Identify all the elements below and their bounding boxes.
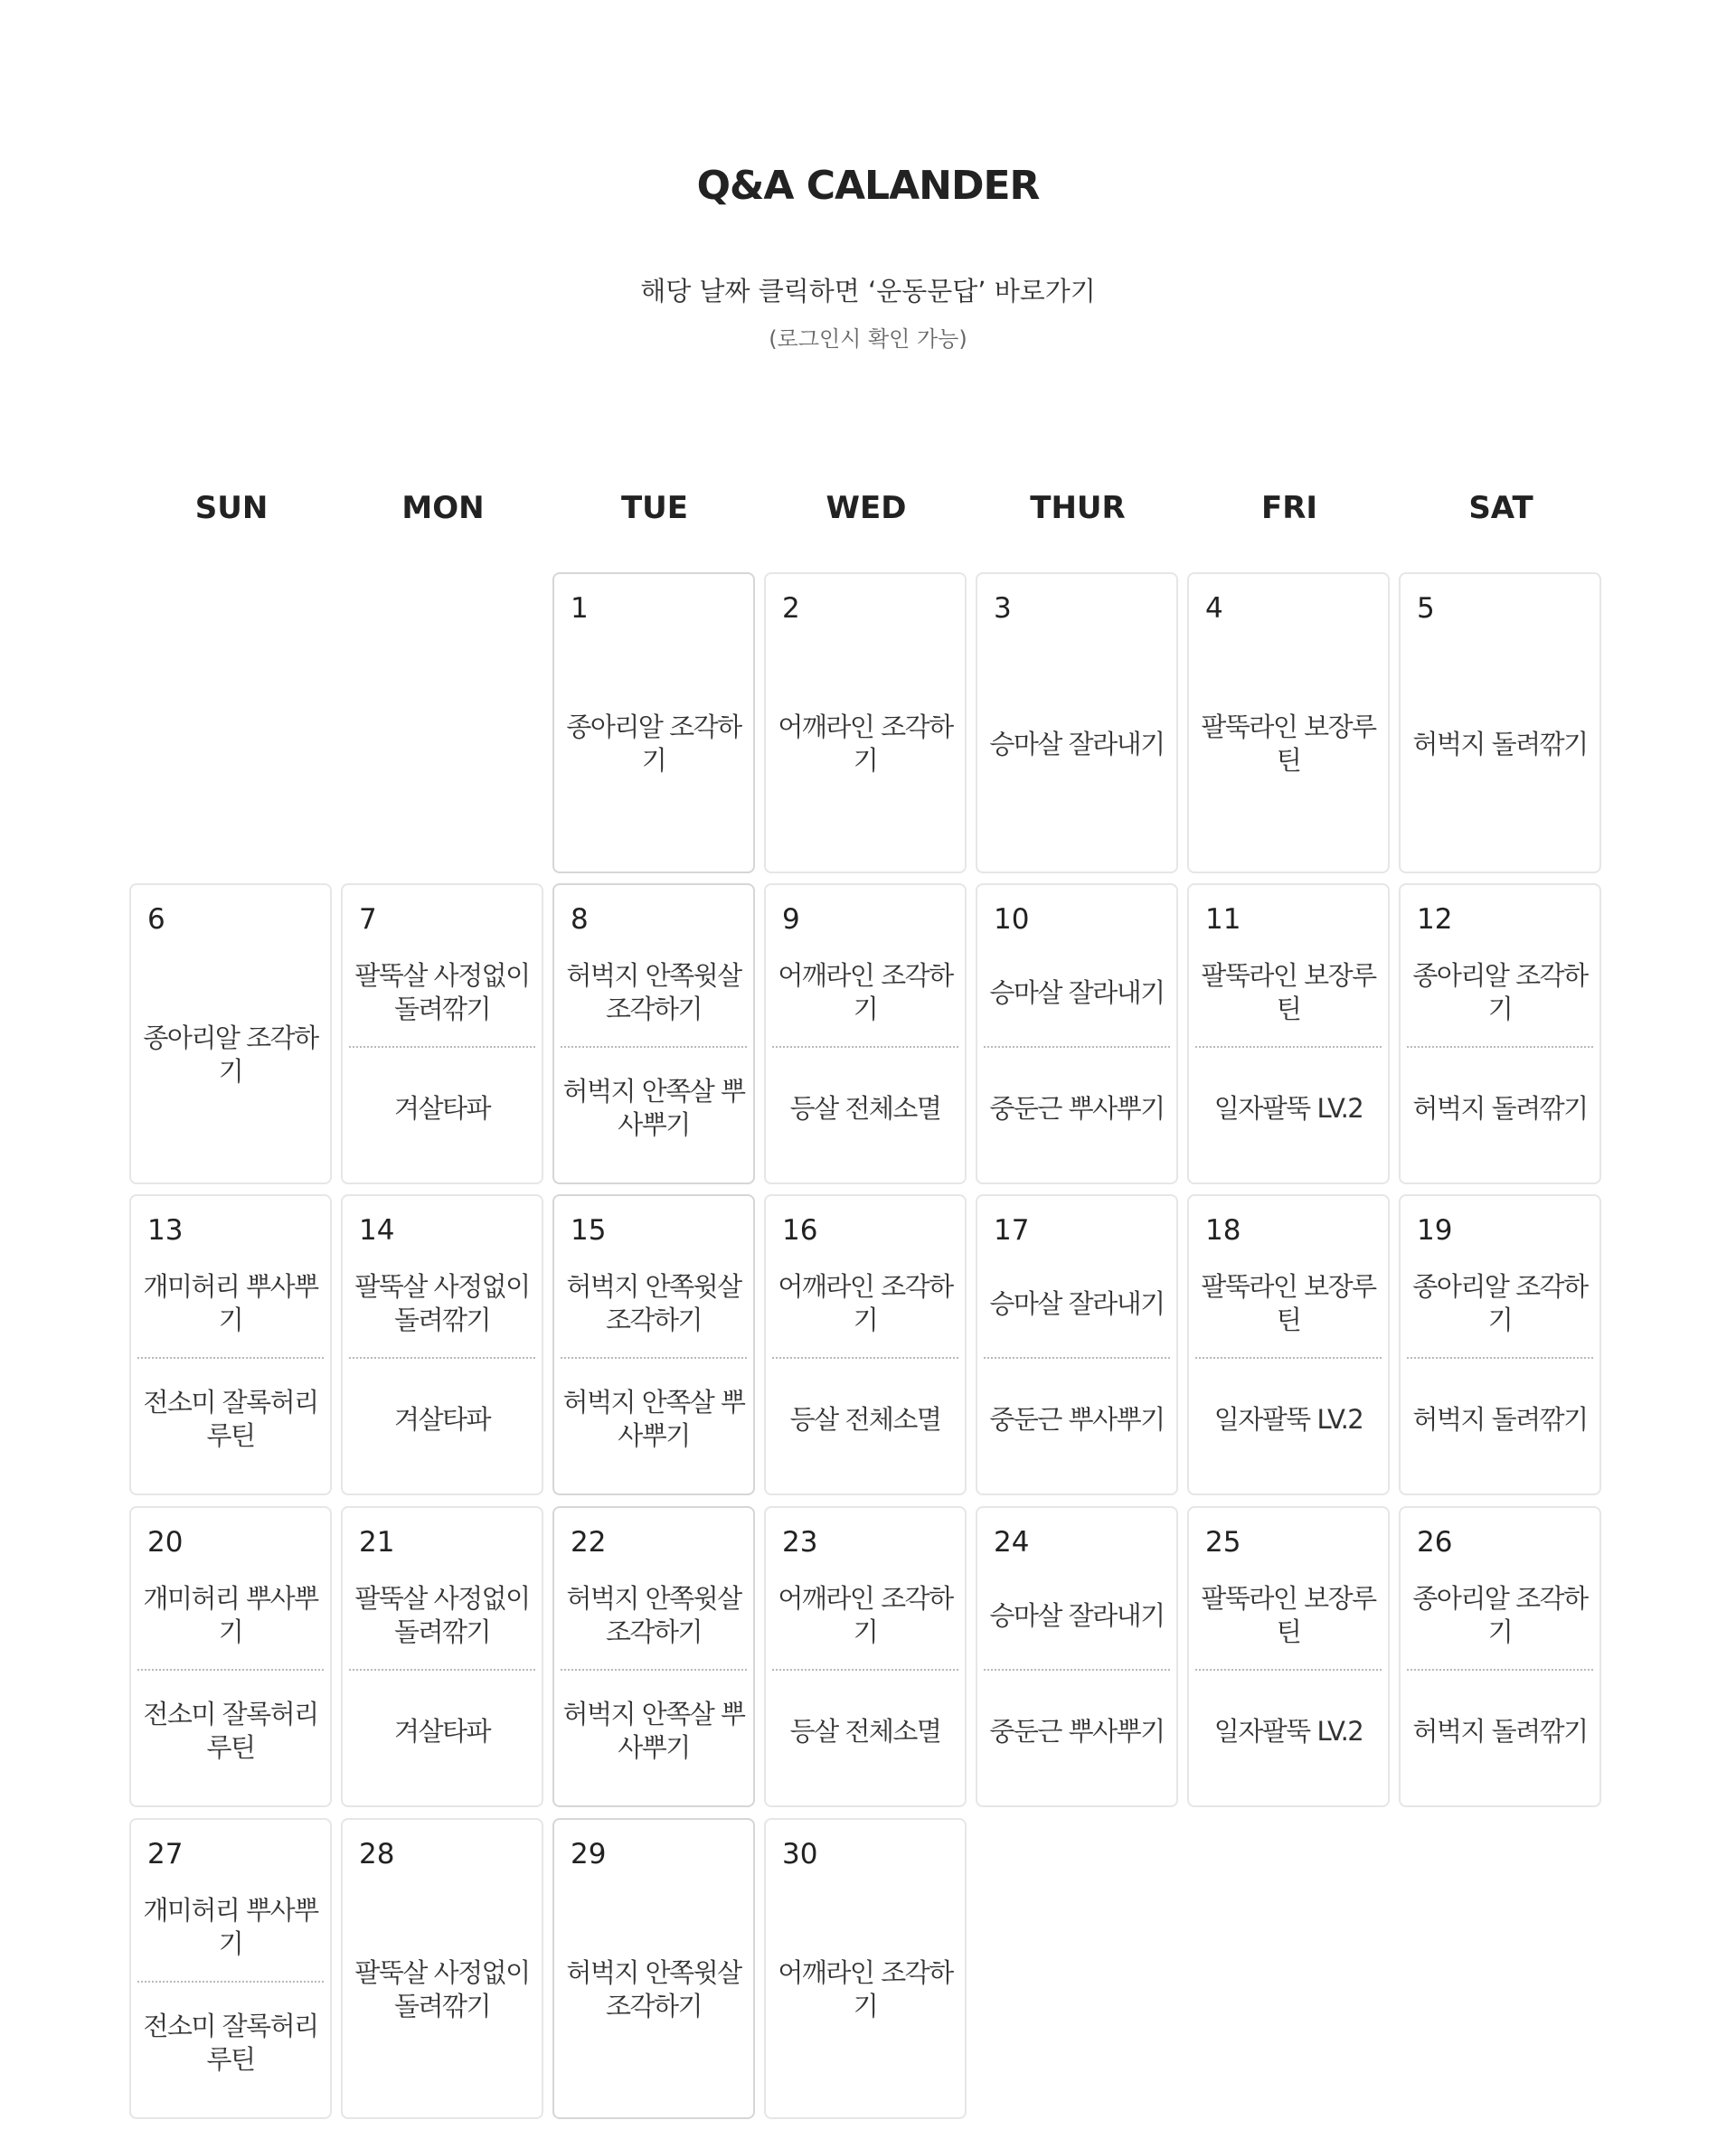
workout-link[interactable]: 등살 전체소멸 — [789, 1403, 941, 1435]
workout-link[interactable]: 어깨라인 조각하기 — [778, 960, 953, 1024]
day-number: 16 — [782, 1214, 818, 1247]
day-cell-27[interactable] — [129, 1818, 332, 2119]
day-number: 9 — [782, 903, 800, 936]
day-number: 20 — [147, 1526, 184, 1559]
day-number: 5 — [1417, 592, 1435, 625]
day-cell-18[interactable] — [1187, 1194, 1390, 1495]
day-cell-14[interactable] — [341, 1194, 543, 1495]
workout-link[interactable]: 종아리알 조각하기 — [143, 1022, 318, 1087]
cell-divider — [349, 1669, 535, 1671]
weekday-header-sat: SAT — [1468, 490, 1533, 526]
cell-divider — [1407, 1046, 1593, 1048]
workout-link[interactable]: 일자팔뚝 LV.2 — [1213, 1092, 1363, 1124]
cell-divider — [1407, 1669, 1593, 1671]
workout-link[interactable]: 승마살 잘라내기 — [989, 976, 1165, 1008]
day-cell-3[interactable] — [976, 572, 1178, 873]
workout-link[interactable]: 어깨라인 조각하기 — [778, 1583, 953, 1647]
workout-link[interactable]: 종아리알 조각하기 — [566, 711, 741, 776]
workout-link[interactable]: 어깨라인 조각하기 — [778, 1957, 953, 2021]
workout-link[interactable]: 허벅지 안쪽윗살 조각하기 — [566, 1957, 741, 2021]
workout-link[interactable]: 허벅지 안쪽윗살 조각하기 — [566, 1583, 741, 1647]
workout-link[interactable]: 전소미 잘록허리 루틴 — [143, 2011, 318, 2075]
workout-link[interactable]: 종아리알 조각하기 — [1412, 960, 1588, 1024]
cell-divider — [561, 1669, 747, 1671]
cell-divider — [772, 1669, 958, 1671]
weekday-header-tue: TUE — [620, 490, 689, 526]
cell-divider — [137, 1669, 324, 1671]
day-cell-29[interactable] — [552, 1818, 755, 2119]
day-number: 2 — [782, 592, 800, 625]
day-cell-24[interactable] — [976, 1506, 1178, 1807]
workout-link[interactable]: 종아리알 조각하기 — [1412, 1583, 1588, 1647]
day-cell-20[interactable] — [129, 1506, 332, 1807]
day-number: 19 — [1417, 1214, 1453, 1247]
workout-link[interactable]: 중둔근 뿌사뿌기 — [989, 1715, 1165, 1747]
day-number: 4 — [1205, 592, 1223, 625]
workout-link[interactable]: 겨살타파 — [393, 1092, 491, 1124]
workout-link[interactable]: 허벅지 돌려깎기 — [1412, 728, 1588, 759]
day-cell-12[interactable] — [1399, 883, 1601, 1184]
cell-divider — [561, 1357, 747, 1359]
cell-divider — [561, 1046, 747, 1048]
cell-divider — [349, 1357, 535, 1359]
day-number: 6 — [147, 903, 165, 936]
day-cell-1[interactable] — [552, 572, 755, 873]
day-cell-22[interactable] — [552, 1506, 755, 1807]
workout-link[interactable]: 일자팔뚝 LV.2 — [1213, 1715, 1363, 1747]
workout-link[interactable]: 전소미 잘록허리 루틴 — [143, 1699, 318, 1763]
workout-link[interactable]: 팔뚝라인 보장루틴 — [1201, 1583, 1376, 1647]
workout-link[interactable]: 허벅지 안쪽윗살 조각하기 — [566, 960, 741, 1024]
workout-link[interactable]: 허벅지 돌려깎기 — [1412, 1092, 1588, 1124]
day-number: 21 — [359, 1526, 395, 1559]
day-cell-23[interactable] — [764, 1506, 967, 1807]
cell-divider — [137, 1981, 324, 1983]
workout-link[interactable]: 허벅지 돌려깎기 — [1412, 1715, 1588, 1747]
weekday-header-wed: WED — [826, 490, 907, 526]
workout-link[interactable]: 팔뚝살 사정없이 돌려깎기 — [354, 1583, 530, 1647]
day-cell-4[interactable] — [1187, 572, 1390, 873]
day-number: 24 — [994, 1526, 1030, 1559]
day-number: 1 — [571, 592, 589, 625]
day-number: 13 — [147, 1214, 184, 1247]
day-cell-26[interactable] — [1399, 1506, 1601, 1807]
day-number: 28 — [359, 1838, 395, 1870]
day-cell-13[interactable] — [129, 1194, 332, 1495]
workout-link[interactable]: 승마살 잘라내기 — [989, 1599, 1165, 1631]
day-number: 10 — [994, 903, 1030, 936]
day-number: 12 — [1417, 903, 1453, 936]
workout-link[interactable]: 팔뚝살 사정없이 돌려깎기 — [354, 960, 530, 1024]
day-cell-19[interactable] — [1399, 1194, 1601, 1495]
workout-link[interactable]: 개미허리 뿌사뿌기 — [143, 1583, 318, 1647]
day-cell-28[interactable] — [341, 1818, 543, 2119]
day-cell-10[interactable] — [976, 883, 1178, 1184]
cell-divider — [137, 1357, 324, 1359]
day-number: 25 — [1205, 1526, 1241, 1559]
workout-link[interactable]: 개미허리 뿌사뿌기 — [143, 1895, 318, 1959]
login-note: (로그인시 확인 가능) — [769, 326, 967, 352]
cell-divider — [984, 1357, 1170, 1359]
day-number: 11 — [1205, 903, 1241, 936]
day-number: 17 — [994, 1214, 1030, 1247]
day-number: 3 — [994, 592, 1012, 625]
workout-link[interactable]: 겨살타파 — [393, 1403, 491, 1435]
workout-link[interactable]: 등살 전체소멸 — [789, 1715, 941, 1747]
day-number: 15 — [571, 1214, 607, 1247]
workout-link[interactable]: 전소미 잘록허리 루틴 — [143, 1387, 318, 1451]
day-number: 27 — [147, 1838, 184, 1870]
workout-link[interactable]: 팔뚝라인 보장루틴 — [1201, 960, 1376, 1024]
workout-link[interactable]: 허벅지 안쪽윗살 조각하기 — [566, 1271, 741, 1335]
workout-link[interactable]: 중둔근 뿌사뿌기 — [989, 1403, 1165, 1435]
day-number: 18 — [1205, 1214, 1241, 1247]
day-cell-15[interactable] — [552, 1194, 755, 1495]
day-cell-11[interactable] — [1187, 883, 1390, 1184]
day-number: 7 — [359, 903, 377, 936]
cell-divider — [349, 1046, 535, 1048]
day-number: 14 — [359, 1214, 395, 1247]
page-title: Q&A CALANDER — [696, 163, 1040, 209]
day-number: 23 — [782, 1526, 818, 1559]
day-number: 29 — [571, 1838, 607, 1870]
workout-link[interactable]: 일자팔뚝 LV.2 — [1213, 1403, 1363, 1435]
day-cell-8[interactable] — [552, 883, 755, 1184]
cell-divider — [984, 1046, 1170, 1048]
day-number: 22 — [571, 1526, 607, 1559]
workout-link[interactable]: 겨살타파 — [393, 1715, 491, 1747]
cell-divider — [1195, 1357, 1382, 1359]
workout-link[interactable]: 개미허리 뿌사뿌기 — [143, 1271, 318, 1335]
day-number: 8 — [571, 903, 589, 936]
workout-link[interactable]: 어깨라인 조각하기 — [778, 1271, 953, 1335]
day-cell-7[interactable] — [341, 883, 543, 1184]
workout-link[interactable]: 허벅지 안쪽살 뿌사뿌기 — [562, 1387, 745, 1451]
workout-link[interactable]: 허벅지 돌려깎기 — [1412, 1403, 1588, 1435]
workout-link[interactable]: 승마살 잘라내기 — [989, 1287, 1165, 1319]
workout-link[interactable]: 어깨라인 조각하기 — [778, 711, 953, 776]
weekday-header-thur: THUR — [1030, 490, 1126, 526]
cell-divider — [984, 1669, 1170, 1671]
workout-link[interactable]: 팔뚝라인 보장루틴 — [1201, 1271, 1376, 1335]
workout-link[interactable]: 승마살 잘라내기 — [989, 728, 1165, 759]
workout-link[interactable]: 종아리알 조각하기 — [1412, 1271, 1588, 1335]
workout-link[interactable]: 팔뚝라인 보장루틴 — [1201, 711, 1376, 776]
day-cell-30[interactable] — [764, 1818, 967, 2119]
day-cell-17[interactable] — [976, 1194, 1178, 1495]
workout-link[interactable]: 허벅지 안쪽살 뿌사뿌기 — [562, 1076, 745, 1140]
weekday-header-sun: SUN — [194, 490, 269, 526]
weekday-header-fri: FRI — [1260, 490, 1318, 526]
day-cell-9[interactable] — [764, 883, 967, 1184]
cell-divider — [1407, 1357, 1593, 1359]
cell-divider — [772, 1046, 958, 1048]
cell-divider — [1195, 1669, 1382, 1671]
day-cell-2[interactable] — [764, 572, 967, 873]
workout-link[interactable]: 중둔근 뿌사뿌기 — [989, 1092, 1165, 1124]
day-cell-5[interactable] — [1399, 572, 1601, 873]
calendar-instruction: 해당 날짜 클릭하면 ‘운동문답’ 바로가기 — [640, 276, 1096, 306]
day-number: 30 — [782, 1838, 818, 1870]
day-cell-6[interactable] — [129, 883, 332, 1184]
day-cell-16[interactable] — [764, 1194, 967, 1495]
workout-link[interactable]: 허벅지 안쪽살 뿌사뿌기 — [562, 1699, 745, 1763]
day-cell-21[interactable] — [341, 1506, 543, 1807]
workout-link[interactable]: 등살 전체소멸 — [789, 1092, 941, 1124]
day-cell-25[interactable] — [1187, 1506, 1390, 1807]
workout-link[interactable]: 팔뚝살 사정없이 돌려깎기 — [354, 1271, 530, 1335]
cell-divider — [772, 1357, 958, 1359]
workout-link[interactable]: 팔뚝살 사정없이 돌려깎기 — [354, 1957, 530, 2021]
weekday-header-mon: MON — [401, 490, 485, 526]
day-number: 26 — [1417, 1526, 1453, 1559]
cell-divider — [1195, 1046, 1382, 1048]
